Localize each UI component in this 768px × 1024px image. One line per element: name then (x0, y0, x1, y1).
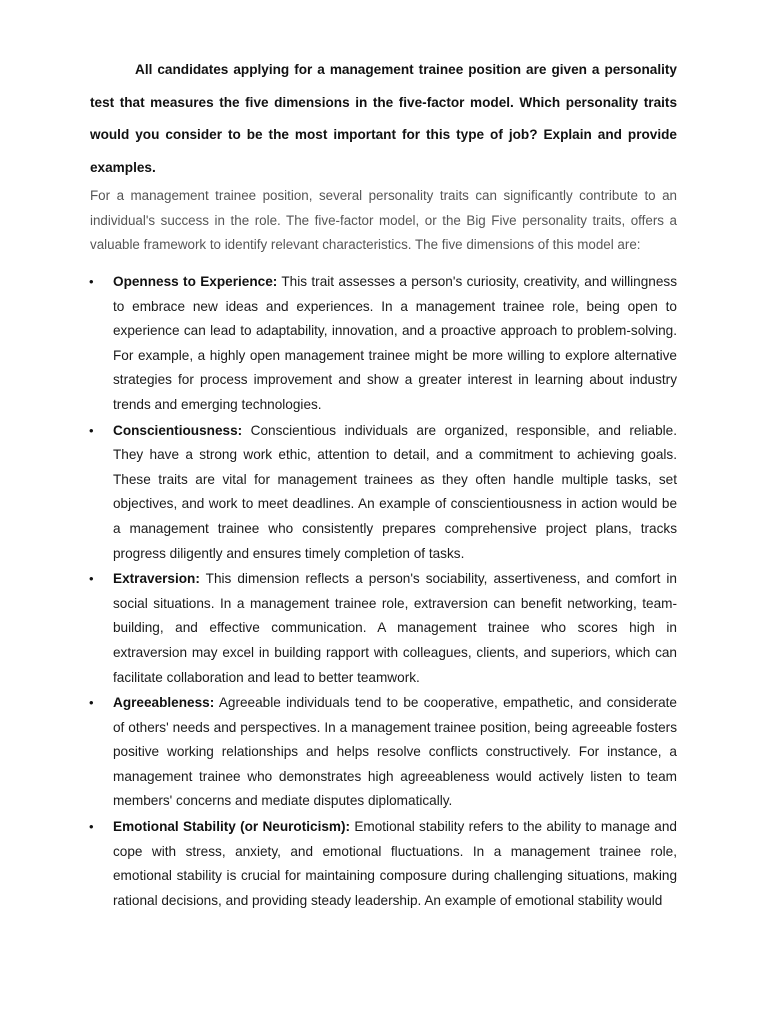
trait-description: This dimension reflects a person's sociability, assertiveness, and comfort in social situations. In a management trainee role, extraversion can benefit networking, team-building, and effective communication. A management trainee who scores high in extraversion may excel in building rapport with colleagues, clients, and superiors, which can facilitate collaboration and lead to better teamwork. (113, 571, 677, 685)
trait-name: Conscientiousness: (113, 422, 243, 438)
trait-description: Agreeable individuals tend to be cooperative, empathetic, and considerate of others' needs and perspectives. In a management trainee position, being agreeable fosters positive working relationships and helps resolve conflicts constructively. For instance, a management trainee who demonstrates high agreeableness would actively listen to team members' concerns and mediate disputes diplomatically. (113, 695, 677, 809)
question-paragraph: All candidates applying for a management trainee position are given a personality test that measures the five dimensions in the five-factor model. Which personality traits would you consider to be the most important for this type of job? Explain and provide examples. (90, 62, 677, 175)
intro-paragraph: For a management trainee position, several personality traits can significantly contribute to an individual's success in the role. The five-factor model, or the Big Five personality traits, offers a valuable framework to identify relevant characteristics. The five dimensions of this model are: (90, 188, 677, 252)
trait-name: Emotional Stability (or Neuroticism): (113, 819, 351, 835)
trait-description: This trait assesses a person's curiosity, creativity, and willingness to embrace new ideas and experiences. In a management trainee role, being open to experience can lead to adaptability, innovation, and a proactive approach to problem-solving. For example, a highly open management trainee might be more willing to explore alternative strategies for process improvement and show a greater interest in learning about industry trends and emerging technologies. (113, 274, 677, 412)
trait-item-emotional-stability (0, 815, 677, 913)
trait-name: Agreeableness: (113, 695, 215, 711)
trait-description: Conscientious individuals are organized, responsible, and reliable. They have a strong work ethic, attention to detail, and a commitment to achieving goals. These traits are vital for management trainees as they often handle multiple tasks, set objectives, and work to meet deadlines. An example of conscientiousness in action would be a management trainee who consistently prepares comprehensive project plans, tracks progress diligently and ensures timely completion of tasks. (113, 422, 677, 561)
trait-item-conscientiousness (0, 419, 677, 567)
trait-list (0, 270, 768, 914)
bullet-icon: • (89, 274, 94, 289)
trait-item-agreeableness (0, 691, 677, 814)
bullet-icon: • (89, 422, 94, 438)
trait-name: Openness to Experience: (113, 274, 278, 289)
bullet-icon: • (89, 819, 94, 835)
bullet-icon: • (89, 695, 94, 711)
bullet-icon: • (89, 571, 94, 587)
trait-description: Emotional stability refers to the ability to manage and cope with stress, anxiety, and emotional fluctuations. In a management trainee role, emotional stability is crucial for maintaining composure during challenging situations, making rational decisions, and providing steady leadership. An example of emotional stability would (113, 819, 677, 908)
trait-name: Extraversion: (113, 571, 200, 587)
trait-item-openness (0, 270, 677, 418)
trait-item-extraversion (0, 567, 677, 690)
